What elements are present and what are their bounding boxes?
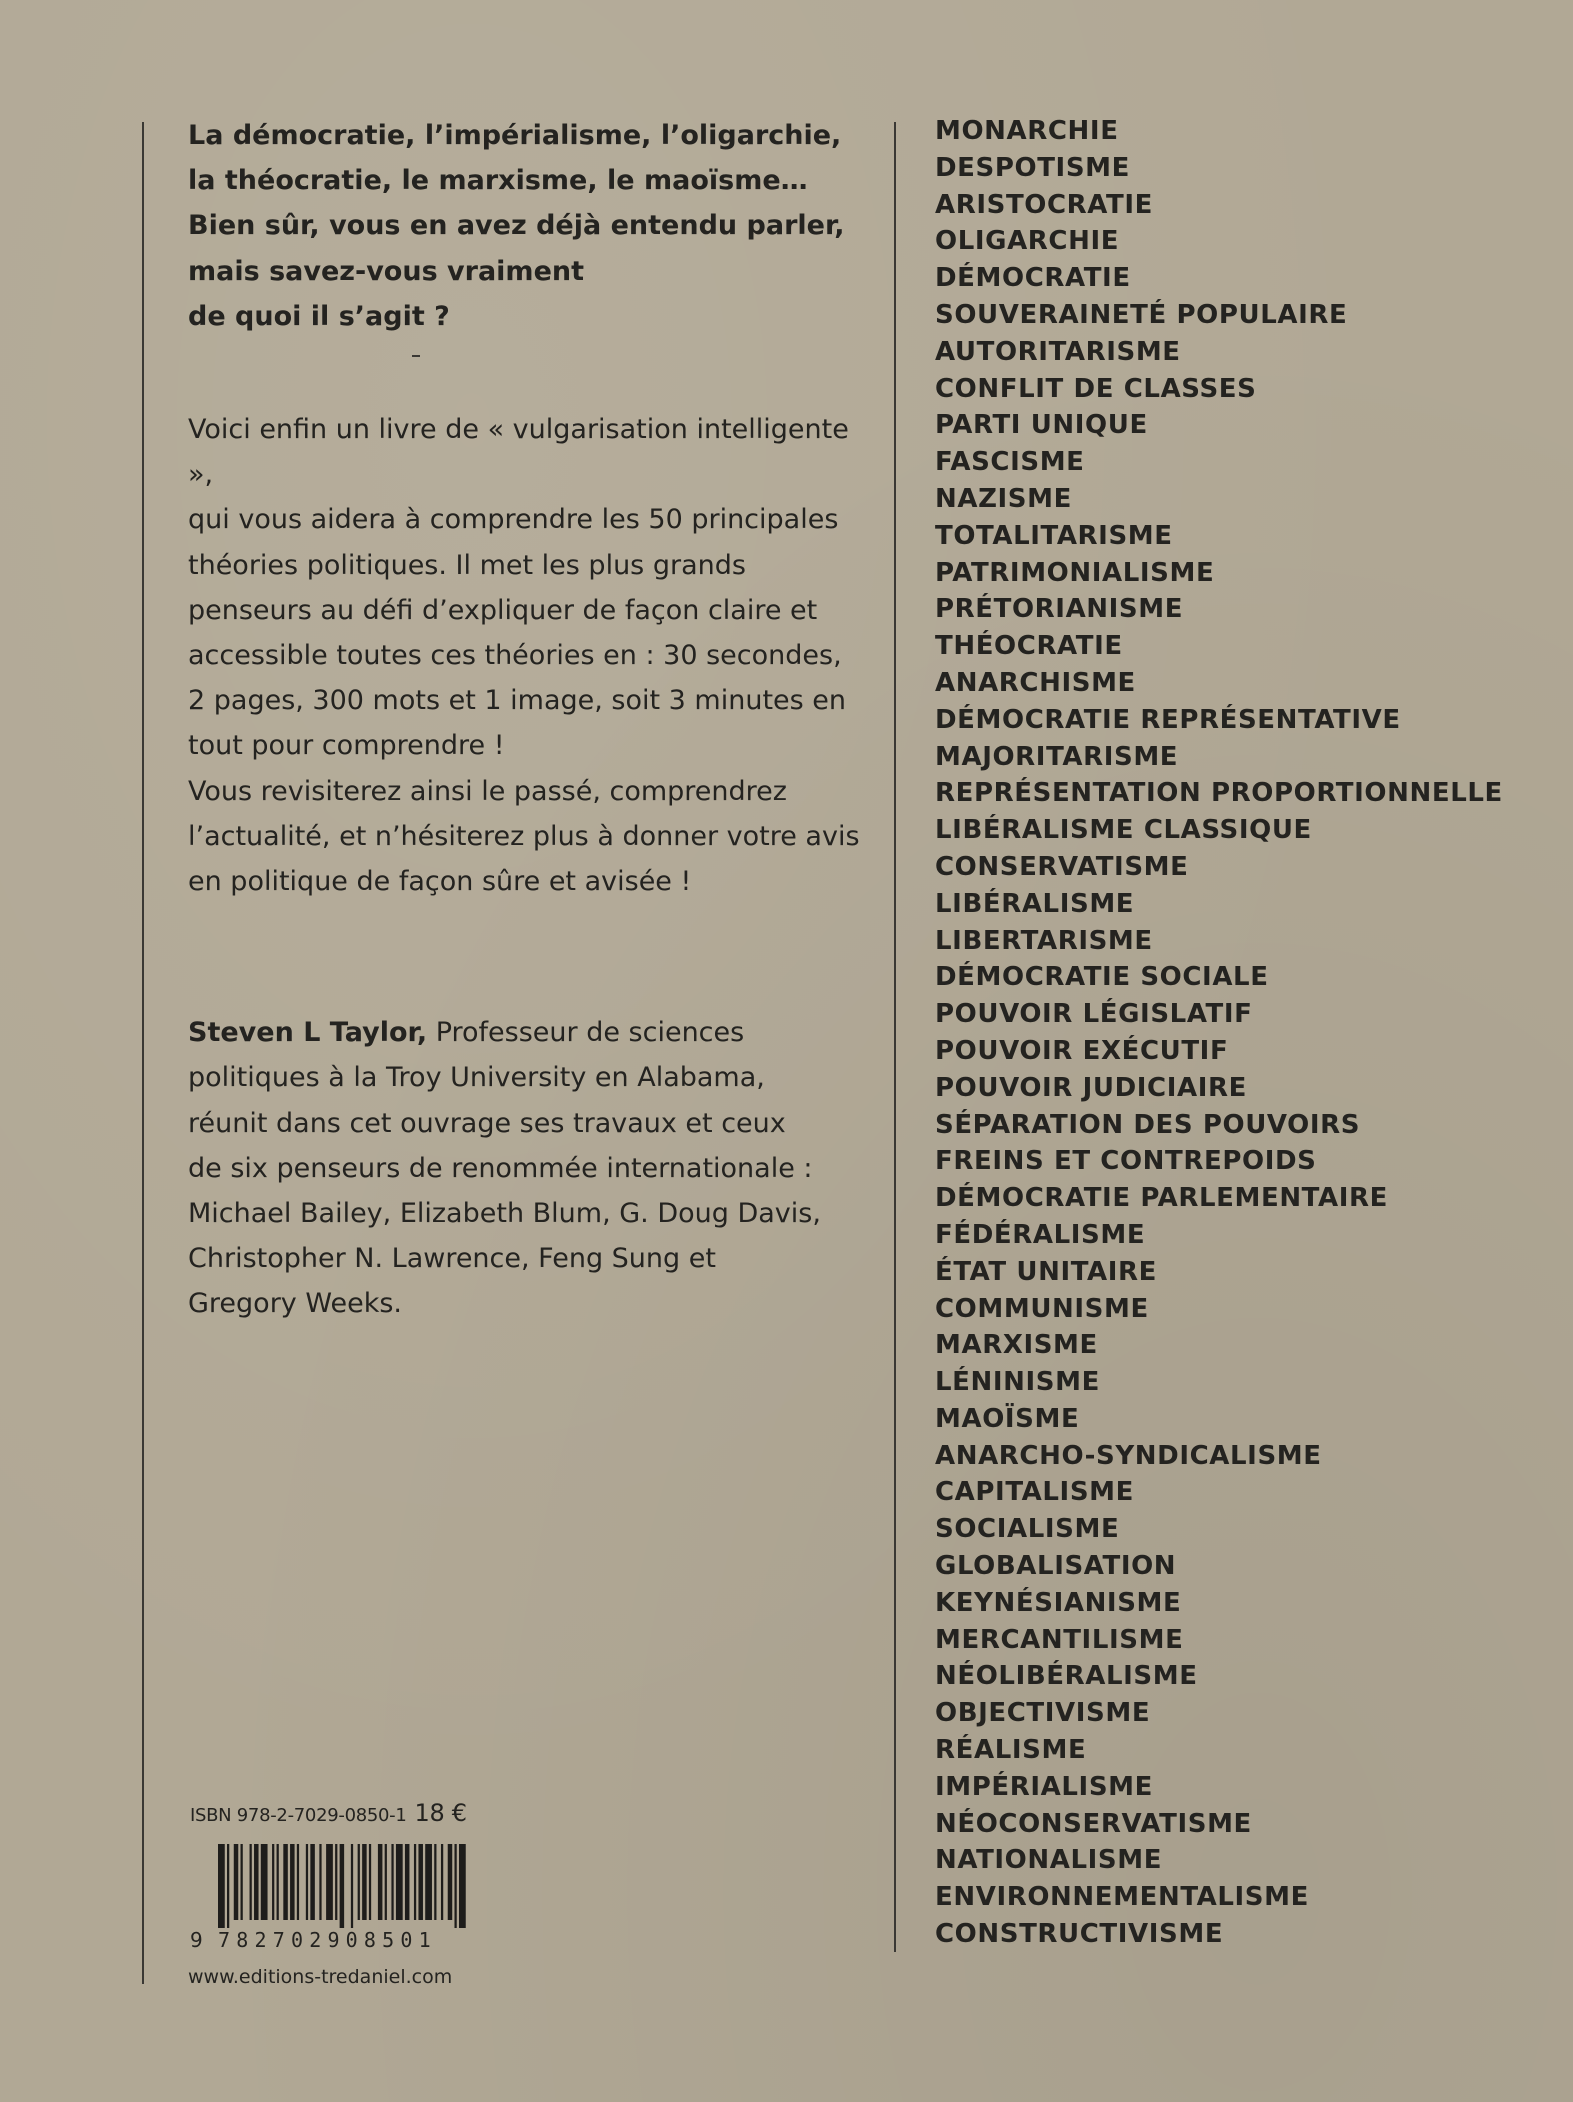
barcode-bar <box>250 1844 252 1920</box>
description-column <box>188 113 868 1327</box>
theory-item: SOCIALISME <box>935 1514 1120 1545</box>
barcode-bar <box>254 1844 259 1920</box>
summary-paragraph <box>188 407 868 904</box>
theory-item: PATRIMONIALISME <box>935 557 1215 588</box>
theory-item: NATIONALISME <box>935 1845 1163 1876</box>
barcode-bar <box>297 1844 299 1920</box>
theory-item: GLOBALISATION <box>935 1551 1177 1582</box>
theory-item: DÉMOCRATIE REPRÉSENTATIVE <box>935 704 1401 735</box>
theory-item: NÉOCONSERVATISME <box>935 1808 1252 1839</box>
theory-item: CAPITALISME <box>935 1477 1134 1508</box>
summary-line: 2 pages, 300 mots et 1 image, soit 3 minutes en <box>188 685 847 717</box>
barcode-bar <box>310 1844 315 1920</box>
theory-item: FASCISME <box>935 447 1085 478</box>
theory-item: ARISTOCRATIE <box>935 189 1153 220</box>
theory-item: OLIGARCHIE <box>935 226 1120 257</box>
barcode-bar <box>218 1844 225 1928</box>
barcode-bar <box>425 1844 432 1920</box>
theory-item: MAJORITARISME <box>935 741 1179 772</box>
barcode-bar <box>340 1844 345 1928</box>
barcode-bar <box>391 1844 393 1920</box>
summary-line: l’actualité, et n’hésiterez plus à donner votre avis <box>188 820 860 852</box>
summary-line: qui vous aidera à comprendre les 50 principales <box>188 504 839 536</box>
isbn-number: ISBN 978-2-7029-0850-1 <box>190 1805 407 1826</box>
theory-item: RÉALISME <box>935 1735 1087 1766</box>
theory-item: OBJECTIVISME <box>935 1698 1151 1729</box>
author-line: Michael Bailey, Elizabeth Blum, G. Doug Davis, <box>188 1198 821 1230</box>
barcode-bar <box>362 1844 367 1920</box>
barcode-bar <box>241 1844 243 1920</box>
theory-item: DÉMOCRATIE SOCIALE <box>935 962 1269 993</box>
barcode-bar <box>234 1844 239 1920</box>
theory-item: NAZISME <box>935 483 1072 514</box>
barcode-bar <box>405 1844 410 1920</box>
theory-item: POUVOIR LÉGISLATIF <box>935 999 1253 1030</box>
barcode-digits: 782702908501 <box>218 1928 437 1952</box>
center-divider-line <box>894 122 896 1952</box>
price: 18 € <box>414 1799 467 1827</box>
theory-item: MAOÏSME <box>935 1403 1080 1434</box>
author-paragraph <box>188 1010 868 1326</box>
intro-line: la théocratie, le marxisme, le maoïsme… <box>188 165 808 197</box>
theory-item: LIBÉRALISME CLASSIQUE <box>935 815 1312 846</box>
theory-item: REPRÉSENTATION PROPORTIONNELLE <box>935 778 1503 809</box>
barcode-bar <box>283 1844 288 1920</box>
barcode-bar <box>441 1844 443 1920</box>
summary-line: Voici enfin un livre de « vulgarisation intelligente », <box>188 414 849 491</box>
theory-item: DÉMOCRATIE <box>935 263 1131 294</box>
barcode-bar <box>351 1844 353 1928</box>
theory-item: MARXISME <box>935 1330 1098 1361</box>
theory-item: ANARCHISME <box>935 667 1136 698</box>
theory-item: COMMUNISME <box>935 1293 1149 1324</box>
barcode-lead-digit: 9 <box>190 1928 203 1952</box>
theory-item: LÉNINISME <box>935 1367 1100 1398</box>
author-line: Christopher N. Lawrence, Feng Sung et <box>188 1243 716 1275</box>
author-line: Professeur de sciences <box>427 1017 745 1049</box>
theory-item: NÉOLIBÉRALISME <box>935 1661 1198 1692</box>
theory-item: SÉPARATION DES POUVOIRS <box>935 1109 1361 1140</box>
barcode-bar <box>277 1844 279 1920</box>
barcode-bar <box>396 1844 403 1920</box>
theory-item: LIBÉRALISME <box>935 888 1135 919</box>
theory-item: POUVOIR EXÉCUTIF <box>935 1035 1229 1066</box>
theory-item: IMPÉRIALISME <box>935 1771 1153 1802</box>
theory-item: PARTI UNIQUE <box>935 410 1148 441</box>
barcode-bar <box>290 1844 295 1920</box>
author-name: Steven L Taylor, <box>188 1017 428 1049</box>
barcode-bar <box>414 1844 416 1920</box>
publisher-website: www.editions-tredaniel.com <box>188 1966 453 1988</box>
theory-item: THÉOCRATIE <box>935 631 1123 662</box>
author-line: Gregory Weeks. <box>188 1288 402 1320</box>
theory-item: DÉMOCRATIE PARLEMENTAIRE <box>935 1183 1388 1214</box>
isbn-line <box>190 1799 467 1827</box>
barcode-bar <box>272 1844 274 1920</box>
barcode-bar <box>418 1844 423 1920</box>
summary-line: tout pour comprendre ! <box>188 730 505 762</box>
intro-paragraph <box>188 113 868 339</box>
summary-line: théories politiques. Il met les plus grands <box>188 549 746 581</box>
intro-line: mais savez-vous vraiment <box>188 255 585 287</box>
theory-item: AUTORITARISME <box>935 336 1181 367</box>
intro-line: de quoi il s’agit ? <box>188 300 450 332</box>
barcode-bar <box>385 1844 387 1920</box>
theory-item: PRÉTORIANISME <box>935 594 1184 625</box>
summary-line: accessible toutes ces théories en : 30 secondes, <box>188 640 842 672</box>
barcode-bar <box>448 1844 453 1920</box>
small-dash-mark <box>412 355 420 357</box>
theory-item: CONSTRUCTIVISME <box>935 1919 1224 1950</box>
barcode-bar <box>358 1844 360 1920</box>
theory-item: ENVIRONNEMENTALISME <box>935 1882 1309 1913</box>
theory-item: FREINS ET CONTREPOIDS <box>935 1146 1317 1177</box>
theory-item: ANARCHO-SYNDICALISME <box>935 1440 1322 1471</box>
barcode-bar <box>459 1844 466 1928</box>
barcode-bar <box>378 1844 383 1920</box>
author-line: de six penseurs de renommée internationale : <box>188 1152 813 1184</box>
author-line: politiques à la Troy University en Alabama, <box>188 1062 765 1094</box>
barcode-bar <box>434 1844 436 1920</box>
intro-line: La démocratie, l’impérialisme, l’oligarchie, <box>188 120 842 151</box>
theory-item: ÉTAT UNITAIRE <box>935 1256 1158 1287</box>
theories-list <box>935 113 1503 1953</box>
theory-item: MERCANTILISME <box>935 1624 1184 1655</box>
barcode <box>218 1844 468 1928</box>
theory-item: LIBERTARISME <box>935 925 1153 956</box>
theory-item: MONARCHIE <box>935 116 1119 146</box>
theory-item: CONSERVATISME <box>935 851 1189 882</box>
summary-line: en politique de façon sûre et avisée ! <box>188 866 692 898</box>
theory-item: FÉDÉRALISME <box>935 1219 1146 1250</box>
barcode-bar <box>369 1844 371 1920</box>
summary-line: Vous revisiterez ainsi le passé, comprendrez <box>188 775 787 807</box>
barcode-bar <box>326 1844 333 1920</box>
intro-line: Bien sûr, vous en avez déjà entendu parler, <box>188 210 845 242</box>
theory-item: KEYNÉSIANISME <box>935 1587 1182 1618</box>
left-divider-line <box>142 122 144 1984</box>
theory-item: CONFLIT DE CLASSES <box>935 373 1257 404</box>
barcode-bar <box>454 1844 456 1928</box>
barcode-bar <box>335 1844 337 1920</box>
summary-line: penseurs au défi d’expliquer de façon claire et <box>188 594 818 626</box>
theory-item: SOUVERAINETÉ POPULAIRE <box>935 299 1348 330</box>
author-line: réunit dans cet ouvrage ses travaux et ceux <box>188 1107 786 1139</box>
theory-item: POUVOIR JUDICIAIRE <box>935 1072 1247 1103</box>
theory-item: TOTALITARISME <box>935 520 1173 551</box>
theory-item: DESPOTISME <box>935 152 1130 183</box>
barcode-bar <box>261 1844 268 1920</box>
barcode-bar <box>227 1844 229 1928</box>
barcode-bar <box>306 1844 308 1920</box>
barcode-bar <box>319 1844 321 1920</box>
